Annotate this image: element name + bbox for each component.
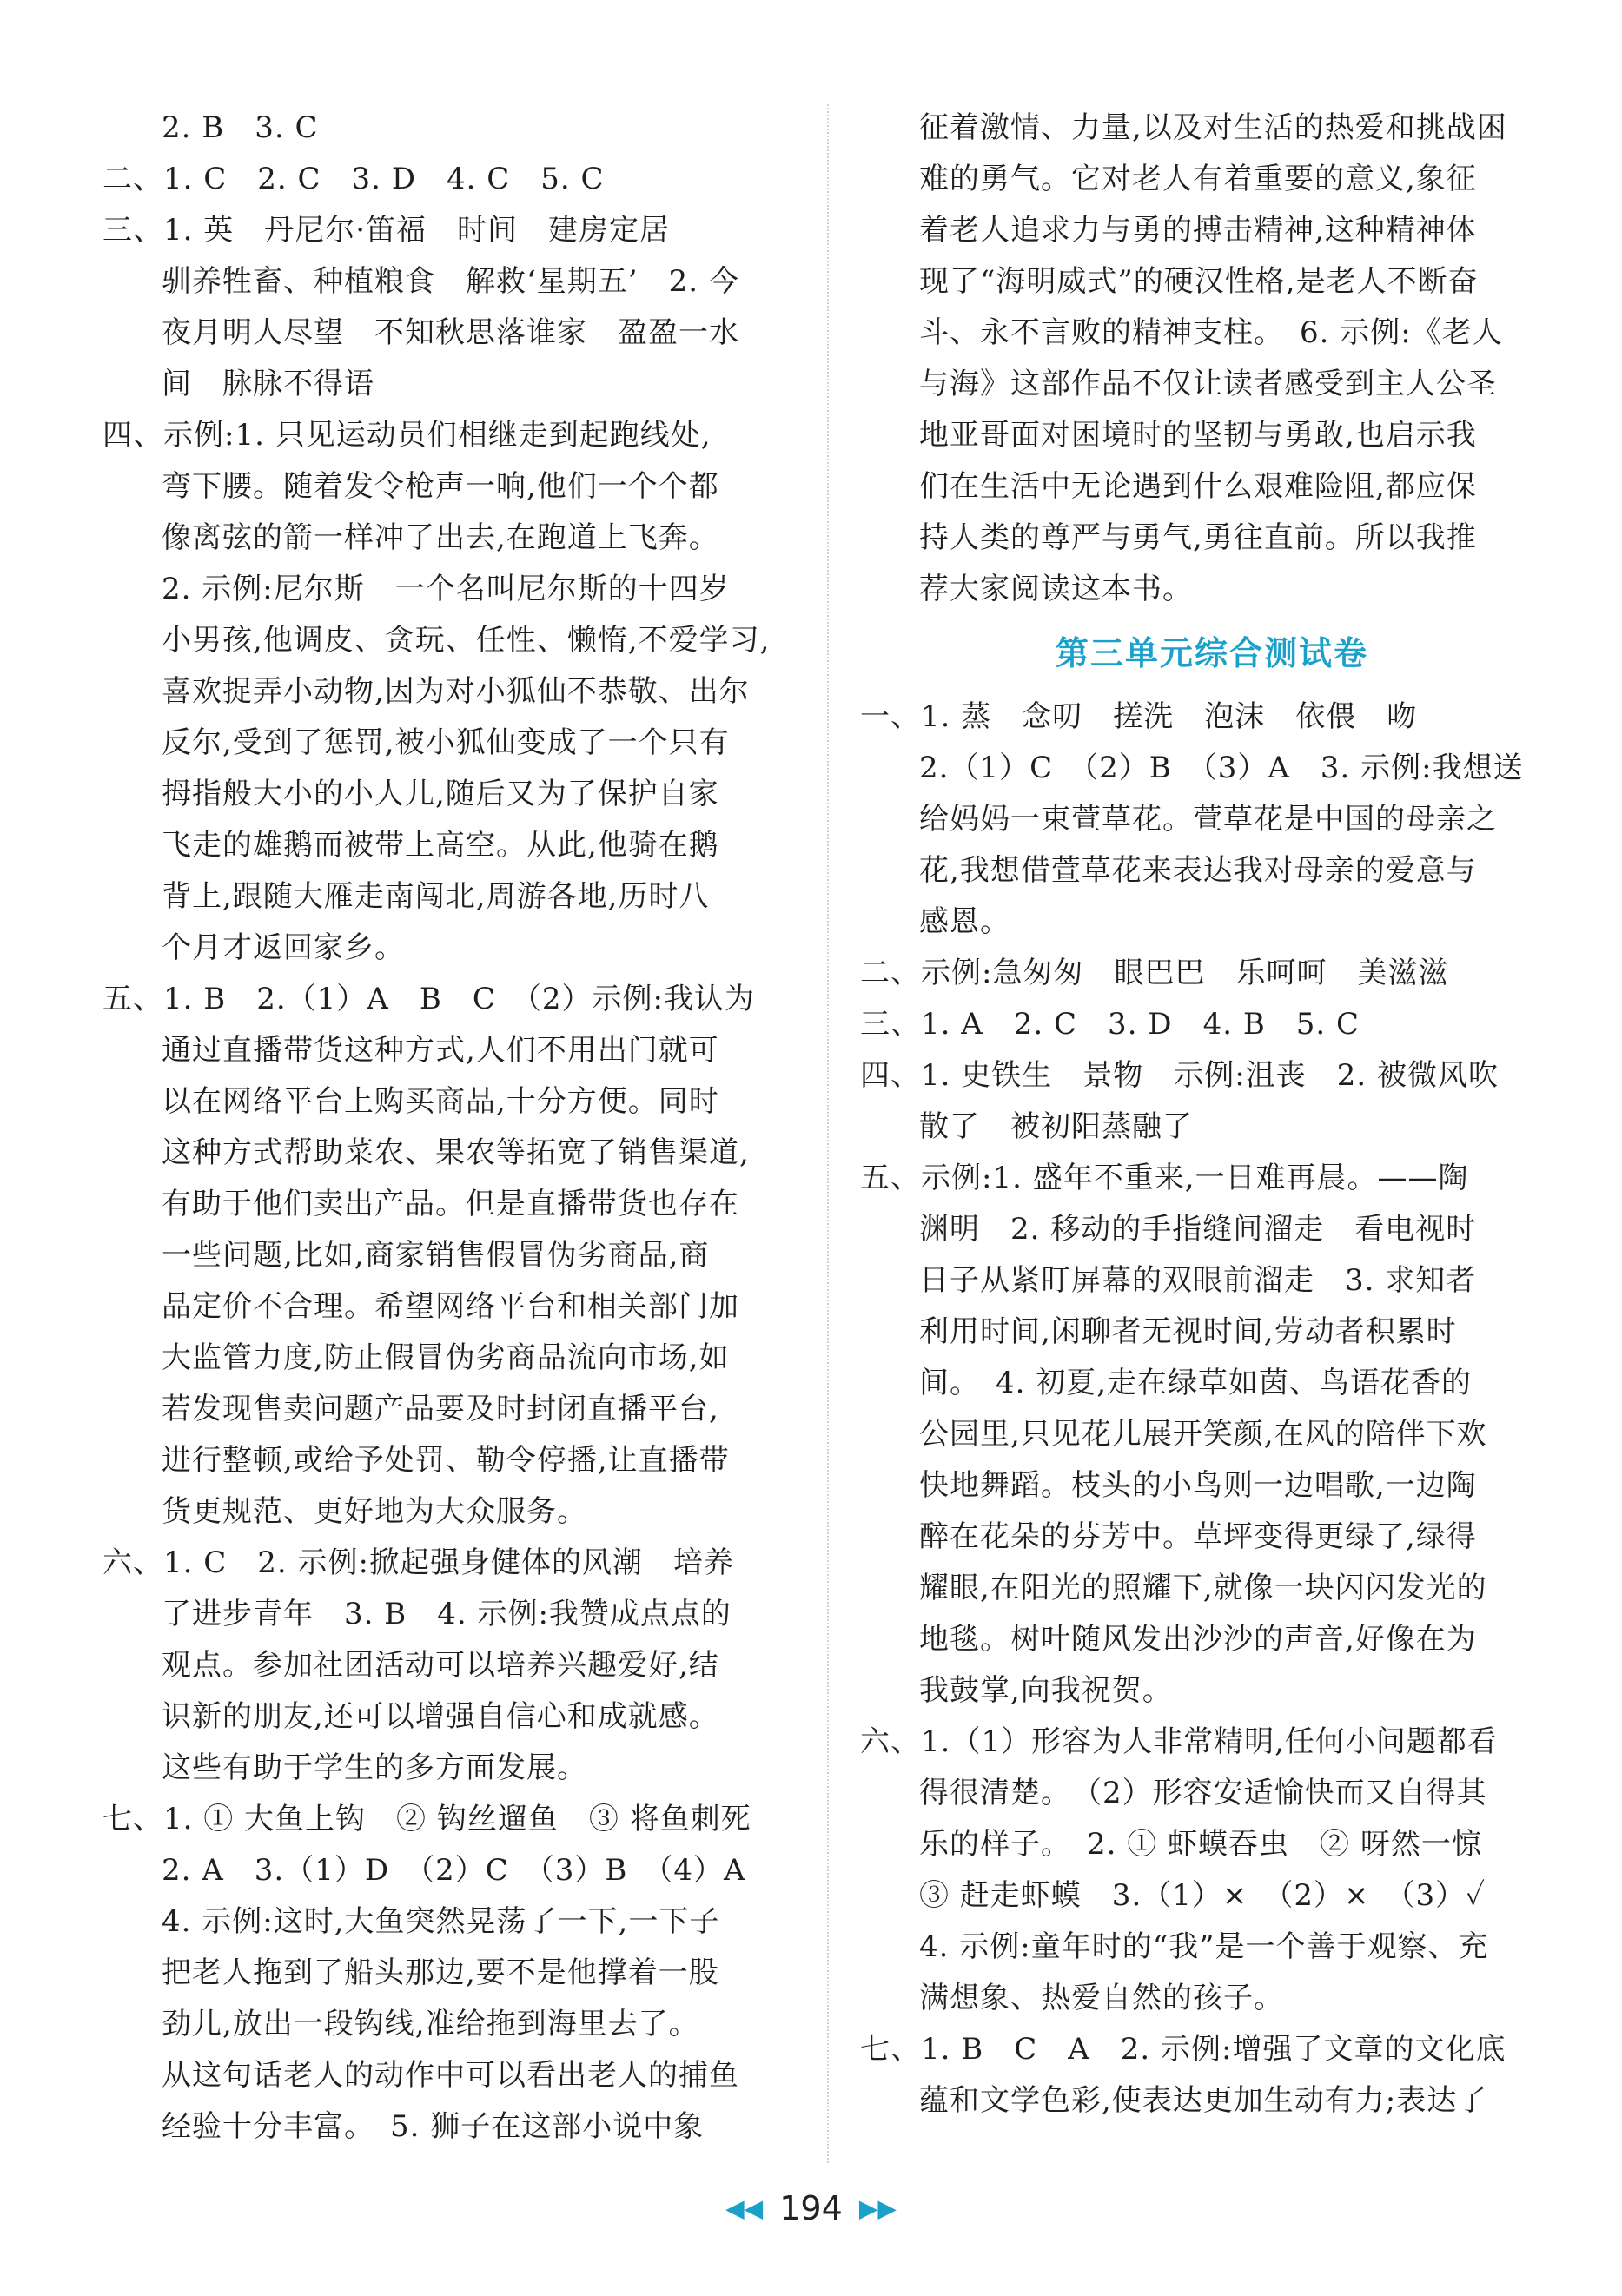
previous-page-arrows-icon[interactable]: ◀◀	[725, 2193, 764, 2223]
text-line: 驯养牲畜、种植粮食 解救‘星期五’ 2. 今	[162, 264, 739, 299]
text-line: 给妈妈一束萱草花。萱草花是中国的母亲之	[919, 802, 1497, 837]
right-column	[860, 103, 1564, 2127]
text-line: 渊明 2. 移动的手指缝间溜走 看电视时	[919, 1212, 1477, 1247]
text-line: 夜月明人尽望 不知秋思落谁家 盈盈一水	[162, 315, 739, 350]
text-line: 大监管力度,防止假冒伪劣商品流向市场,如	[162, 1340, 730, 1375]
text-line: 地亚哥面对困境时的坚韧与勇敢,也启示我	[919, 418, 1477, 453]
text-line: 从这句话老人的动作中可以看出老人的捕鱼	[162, 2058, 739, 2093]
text-line: 征着激情、力量,以及对生活的热爱和挑战困	[919, 110, 1507, 145]
text-line: 得很清楚。 （2）形容安适愉快而又自得其	[919, 1776, 1487, 1810]
text-line: 地毯。树叶随风发出沙沙的声音,好像在为	[919, 1622, 1477, 1657]
text-line: 醉在花朵的芬芳中。草坪变得更绿了,绿得	[919, 1519, 1477, 1554]
text-line: 快地舞蹈。枝头的小鸟则一边唱歌,一边陶	[919, 1468, 1477, 1503]
text-line: 通过直播带货这种方式,人们不用出门就可	[162, 1033, 719, 1068]
section-title: 第三单元综合测试卷	[1055, 634, 1368, 672]
text-line: 4. 示例:童年时的“我”是一个善于观察、充	[919, 1929, 1489, 1964]
text-line: 若发现售卖问题产品要及时封闭直播平台,	[162, 1392, 719, 1426]
text-line: 日子从紧盯屏幕的双眼前溜走 3. 求知者	[919, 1263, 1477, 1298]
text-line: 背上,跟随大雁走南闯北,周游各地,历时八	[162, 879, 710, 914]
text-line: 六、1.（1）形容为人非常精明,任何小问题都看	[860, 1724, 1498, 1759]
text-line: 个月才返回家乡。	[162, 930, 405, 965]
text-line: 荐大家阅读这本书。	[919, 572, 1193, 606]
text-line: 花,我想借萱草花来表达我对母亲的爱意与	[919, 853, 1477, 888]
text-line: 了进步青年 3. B 4. 示例:我赞成点点的	[162, 1597, 732, 1631]
text-line: 识新的朋友,还可以增强自信心和成就感。	[162, 1699, 719, 1734]
text-line: 2.（1）C （2）B （3）A 3. 示例:我想送	[919, 751, 1524, 785]
text-line: 经验十分丰富。 5. 狮子在这部小说中象	[162, 2109, 705, 2144]
page-number: 194	[779, 2189, 843, 2227]
text-line: 品定价不合理。希望网络平台和相关部门加	[162, 1289, 739, 1324]
text-line: 反尔,受到了惩罚,被小狐仙变成了一个只有	[162, 725, 730, 760]
text-line: 进行整顿,或给予处罚、勒令停播,让直播带	[162, 1443, 730, 1478]
text-line: 满想象、热爱自然的孩子。	[919, 1981, 1284, 2015]
text-line: 把老人拖到了船头那边,要不是他撑着一股	[162, 1955, 719, 1990]
text-line: 2. B 3. C	[162, 110, 319, 145]
text-line: 观点。参加社团活动可以培养兴趣爱好,结	[162, 1648, 719, 1683]
text-line: 蕴和文学色彩,使表达更加生动有力;表达了	[919, 2083, 1488, 2118]
text-line: 拇指般大小的小人儿,随后又为了保护自家	[162, 777, 719, 811]
text-line: 这些有助于学生的多方面发展。	[162, 1750, 587, 1785]
text-line: 持人类的尊严与勇气,勇往直前。所以我推	[919, 520, 1477, 555]
text-line: 间 脉脉不得语	[162, 367, 374, 401]
text-line: 与海》这部作品不仅让读者感受到主人公圣	[919, 367, 1497, 401]
text-line: 四、1. 史铁生 景物 示例:沮丧 2. 被微风吹	[860, 1058, 1499, 1093]
text-line: 散了 被初阳蒸融了	[919, 1109, 1193, 1144]
text-line: 们在生活中无论遇到什么艰难险阻,都应保	[919, 469, 1477, 504]
text-line: 乐的样子。 2. ① 虾蟆吞虫 ② 呀然一惊	[919, 1827, 1482, 1862]
text-line: ③ 赶走虾蟆 3.（1）× （2）× （3）✓	[919, 1878, 1486, 1913]
text-line: 以在网络平台上购买商品,十分方便。同时	[162, 1084, 719, 1119]
text-line: 五、示例:1. 盛年不重来,一日难再晨。——陶	[860, 1161, 1469, 1195]
text-line: 二、示例:急匆匆 眼巴巴 乐呵呵 美滋滋	[860, 956, 1449, 990]
text-line: 三、1. A 2. C 3. D 4. B 5. C	[860, 1007, 1360, 1042]
next-page-arrows-icon[interactable]: ▶▶	[858, 2193, 897, 2223]
text-line: 喜欢捉弄小动物,因为对小狐仙不恭敬、出尔	[162, 674, 750, 709]
text-line: 4. 示例:这时,大鱼突然晃荡了一下,一下子	[162, 1904, 720, 1939]
text-line: 四、示例:1. 只见运动员们相继走到起跑线处,	[103, 418, 712, 453]
text-line: 五、1. B 2.（1）A B C （2）示例:我认为	[103, 982, 755, 1016]
text-line: 利用时间,闲聊者无视时间,劳动者积累时	[919, 1314, 1457, 1349]
text-line: 这种方式帮助菜农、果农等拓宽了销售渠道,	[162, 1135, 750, 1170]
text-line: 耀眼,在阳光的照耀下,就像一块闪闪发光的	[919, 1571, 1487, 1605]
text-line: 斗、永不言败的精神支柱。 6. 示例:《老人	[919, 315, 1503, 350]
page-footer	[0, 2189, 1622, 2227]
text-line: 小男孩,他调皮、贪玩、任性、懒惰,不爱学习,	[162, 623, 771, 658]
text-line: 公园里,只见花儿展开笑颜,在风的陪伴下欢	[919, 1417, 1487, 1452]
text-line: 二、1. C 2. C 3. D 4. C 5. C	[103, 162, 605, 196]
column-divider	[827, 104, 829, 2163]
text-line: 难的勇气。它对老人有着重要的意义,象征	[919, 162, 1477, 196]
left-column	[103, 103, 798, 2153]
text-line: 三、1. 英 丹尼尔·笛福 时间 建房定居	[103, 213, 671, 248]
text-line: 货更规范、更好地为大众服务。	[162, 1494, 587, 1529]
text-line: 七、1. ① 大鱼上钩 ② 钩丝遛鱼 ③ 将鱼刺死	[103, 1802, 751, 1836]
text-line: 我鼓掌,向我祝贺。	[919, 1673, 1173, 1708]
text-line: 弯下腰。随着发令枪声一响,他们一个个都	[162, 469, 719, 504]
text-line: 间。 4. 初夏,走在绿草如茵、鸟语花香的	[919, 1366, 1473, 1400]
text-line: 一些问题,比如,商家销售假冒伪劣商品,商	[162, 1238, 710, 1273]
text-line: 一、1. 蒸 念叨 搓洗 泡沫 依偎 吻	[860, 699, 1418, 734]
text-line: 六、1. C 2. 示例:掀起强身健体的风潮 培养	[103, 1545, 734, 1580]
text-line: 有助于他们卖出产品。但是直播带货也存在	[162, 1187, 739, 1221]
text-line: 现了“海明威式”的硬汉性格,是老人不断奋	[919, 264, 1479, 299]
text-line: 感恩。	[919, 904, 1010, 939]
text-line: 像离弦的箭一样冲了出去,在跑道上飞奔。	[162, 520, 719, 555]
right-column-continuation	[860, 103, 1564, 615]
text-line: 2. 示例:尼尔斯 一个名叫尼尔斯的十四岁	[162, 572, 730, 606]
text-line: 着老人追求力与勇的搏击精神,这种精神体	[919, 213, 1477, 248]
text-line: 飞走的雄鹅而被带上高空。从此,他骑在鹅	[162, 828, 719, 863]
text-line: 七、1. B C A 2. 示例:增强了文章的文化底	[860, 2032, 1506, 2067]
text-line: 劲儿,放出一段钩线,准给拖到海里去了。	[162, 2007, 699, 2041]
right-column-answers	[860, 691, 1564, 2127]
text-line: 2. A 3.（1）D （2）C （3）B （4）A	[162, 1853, 746, 1888]
